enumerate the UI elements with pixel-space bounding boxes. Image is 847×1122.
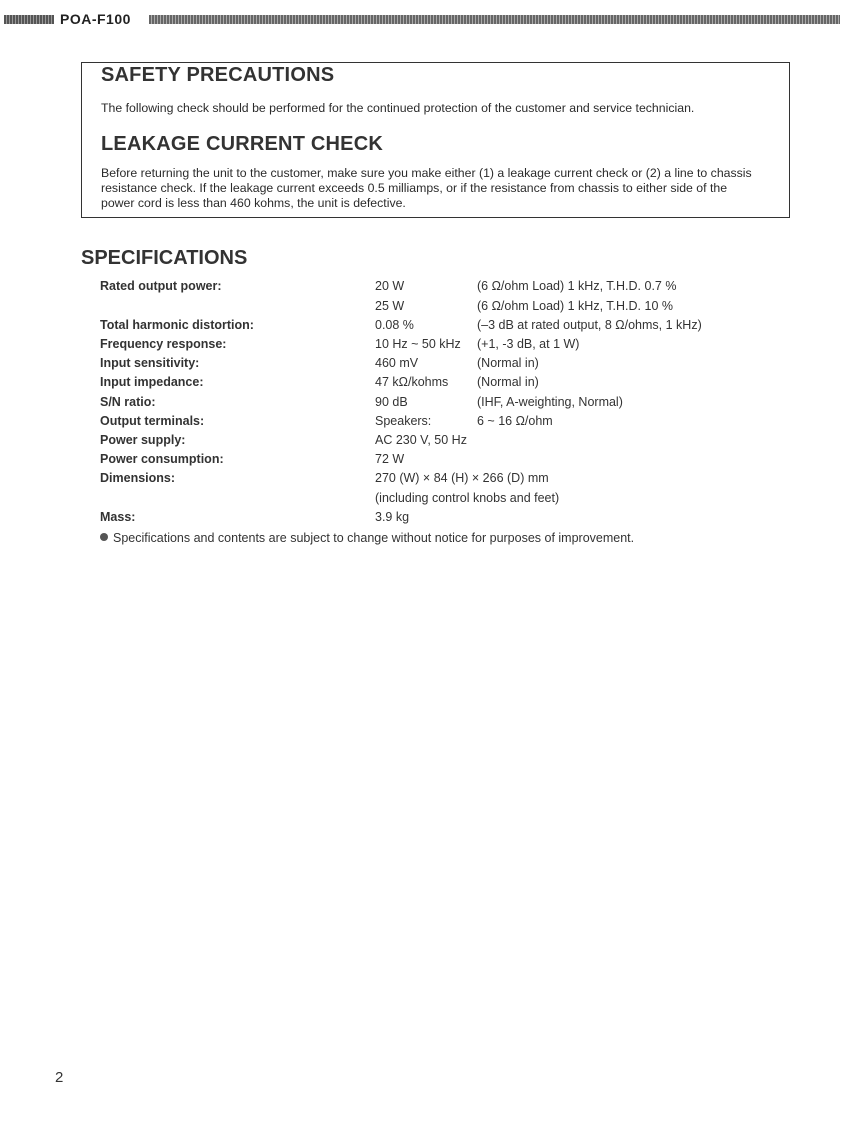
- spec-label: Mass:: [100, 510, 136, 524]
- spec-label: Output terminals:: [100, 414, 205, 428]
- specifications-title: SPECIFICATIONS: [81, 247, 248, 269]
- spec-value: 3.9 kg: [375, 510, 410, 524]
- spec-condition: (Normal in): [477, 356, 539, 370]
- leakage-text-line: Before returning the unit to the customer, make sure you make either (1) a leakage current check or (2) a line to chassis: [101, 166, 752, 180]
- spec-label: S/N ratio:: [100, 395, 156, 409]
- spec-value: 10 Hz ~ 50 kHz: [375, 337, 461, 351]
- spec-row: [0, 337, 847, 356]
- leakage-text-line: power cord is less than 460 kohms, the unit is defective.: [101, 196, 406, 210]
- safety-intro-text: The following check should be performed for the continued protection of the customer and service technician.: [101, 101, 695, 115]
- spec-value: (including control knobs and feet): [375, 491, 560, 505]
- specifications-note-text: Specifications and contents are subject to change without notice for purposes of improvement.: [113, 531, 635, 545]
- header-bar: [4, 13, 840, 27]
- header-right-stripe: [149, 15, 840, 24]
- leakage-text-line: resistance check. If the leakage current exceeds 0.5 milliamps, or if the resistance from chassis to either side of the: [101, 181, 728, 195]
- bullet-icon: [100, 533, 108, 541]
- spec-value: 270 (W) × 84 (H) × 266 (D) mm: [375, 471, 549, 485]
- spec-row: [0, 299, 847, 318]
- spec-value: 0.08 %: [375, 318, 414, 332]
- spec-row: [0, 491, 847, 510]
- safety-precautions-title: SAFETY PRECAUTIONS: [101, 64, 335, 86]
- spec-label: Total harmonic distortion:: [100, 318, 254, 332]
- header-model: POA-F100: [60, 11, 131, 27]
- spec-condition: (–3 dB at rated output, 8 Ω/ohms, 1 kHz): [477, 318, 702, 332]
- spec-row: [0, 395, 847, 414]
- spec-condition: 6 ~ 16 Ω/ohm: [477, 414, 553, 428]
- spec-value: 20 W: [375, 279, 405, 293]
- spec-condition: (Normal in): [477, 375, 539, 389]
- spec-condition: (6 Ω/ohm Load) 1 kHz, T.H.D. 10 %: [477, 299, 673, 313]
- spec-row: [0, 414, 847, 433]
- spec-label: Power supply:: [100, 433, 186, 447]
- spec-label: Rated output power:: [100, 279, 222, 293]
- spec-value: 47 kΩ/kohms: [375, 375, 449, 389]
- leakage-current-check-title: LEAKAGE CURRENT CHECK: [101, 133, 383, 155]
- spec-label: Dimensions:: [100, 471, 176, 485]
- spec-value: 72 W: [375, 452, 405, 466]
- spec-value: AC 230 V, 50 Hz: [375, 433, 467, 447]
- spec-label: Power consumption:: [100, 452, 224, 466]
- spec-row: [0, 279, 847, 298]
- spec-label: Frequency response:: [100, 337, 227, 351]
- spec-row: [0, 452, 847, 471]
- spec-condition: (IHF, A-weighting, Normal): [477, 395, 623, 409]
- spec-condition: (6 Ω/ohm Load) 1 kHz, T.H.D. 0.7 %: [477, 279, 677, 293]
- spec-row: [0, 471, 847, 490]
- spec-value: 460 mV: [375, 356, 419, 370]
- spec-row: [0, 356, 847, 375]
- page-number: 2: [55, 1069, 64, 1086]
- header-left-stripe: [4, 15, 54, 24]
- spec-row: [0, 375, 847, 394]
- spec-label: Input sensitivity:: [100, 356, 200, 370]
- spec-value: Speakers:: [375, 414, 432, 428]
- spec-row: [0, 318, 847, 337]
- spec-value: 25 W: [375, 299, 405, 313]
- spec-label: Input impedance:: [100, 375, 204, 389]
- specifications-note: [100, 531, 634, 545]
- spec-value: 90 dB: [375, 395, 408, 409]
- spec-row: [0, 433, 847, 452]
- spec-condition: (+1, -3 dB, at 1 W): [477, 337, 580, 351]
- spec-row: [0, 510, 847, 529]
